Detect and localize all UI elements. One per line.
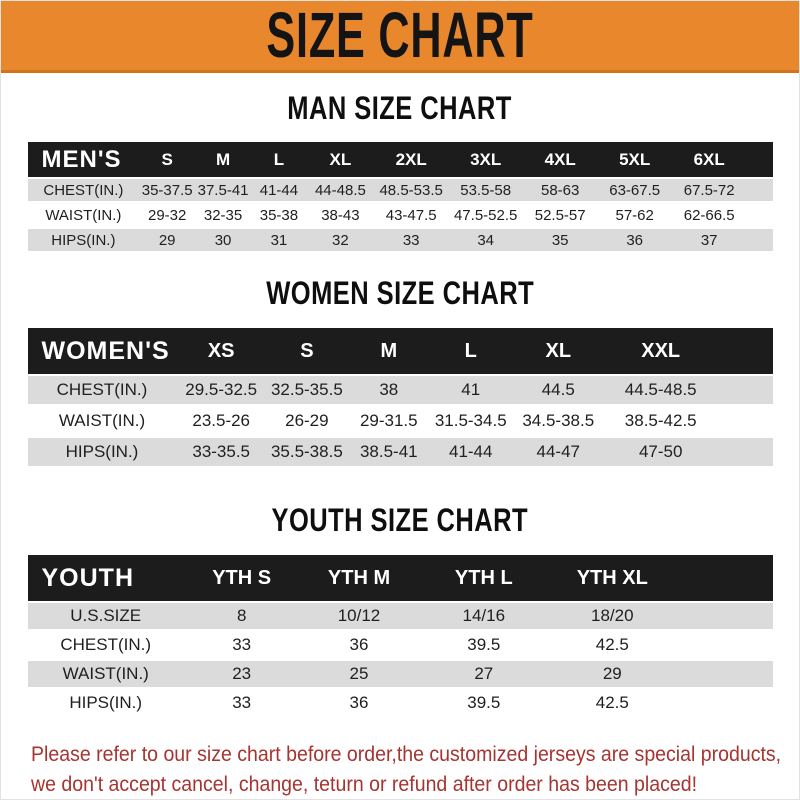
- value-cell: 33-35.5: [177, 437, 266, 468]
- row-label: WAIST(IN.): [28, 406, 177, 437]
- column-header: YTH L: [419, 555, 549, 602]
- value-cell: 30: [195, 228, 251, 253]
- value-cell: 39.5: [419, 689, 549, 718]
- value-cell: 53.5-58: [448, 178, 523, 203]
- value-cell: 23.5-26: [177, 406, 266, 437]
- spacer-cell: [717, 406, 773, 437]
- value-cell: 35: [523, 228, 598, 253]
- row-label: HIPS(IN.): [28, 689, 184, 718]
- sections: [1, 73, 799, 719]
- spacer-cell: [676, 660, 773, 689]
- spacer-cell: [746, 203, 772, 228]
- row-label: U.S.SIZE: [28, 602, 184, 631]
- section-title-man-size-chart: MAN SIZE CHART: [287, 91, 513, 127]
- header-spacer-cell: [717, 328, 773, 375]
- man-size-chart-table: [28, 142, 773, 254]
- value-cell: 34: [448, 228, 523, 253]
- row-label: WAIST(IN.): [28, 660, 184, 689]
- table-corner-label: WOMEN'S: [28, 328, 177, 375]
- value-cell: 8: [184, 602, 299, 631]
- value-cell: 38: [348, 375, 430, 406]
- row-label: HIPS(IN.): [28, 437, 177, 468]
- value-cell: 34.5-38.5: [512, 406, 605, 437]
- row-label: CHEST(IN.): [28, 178, 140, 203]
- value-cell: 29: [549, 660, 676, 689]
- value-cell: 36: [299, 631, 418, 660]
- value-cell: 44.5: [512, 375, 605, 406]
- table-row: [28, 437, 773, 468]
- value-cell: 44.5-48.5: [605, 375, 717, 406]
- column-header: XXL: [605, 328, 717, 375]
- value-cell: 38.5-41: [348, 437, 430, 468]
- table-row: [28, 203, 773, 228]
- value-cell: 44-48.5: [307, 178, 374, 203]
- table-row: [28, 602, 773, 631]
- value-cell: 41: [430, 375, 512, 406]
- row-label: CHEST(IN.): [28, 375, 177, 406]
- value-cell: 37: [672, 228, 747, 253]
- value-cell: 35-37.5: [139, 178, 195, 203]
- value-cell: 47.5-52.5: [448, 203, 523, 228]
- value-cell: 62-66.5: [672, 203, 747, 228]
- column-header: 4XL: [523, 142, 598, 178]
- value-cell: 14/16: [419, 602, 549, 631]
- header-spacer-cell: [746, 142, 772, 178]
- value-cell: 33: [374, 228, 449, 253]
- table-row: [28, 228, 773, 253]
- value-cell: 67.5-72: [672, 178, 747, 203]
- table-row: [28, 406, 773, 437]
- footer-notice: [31, 743, 799, 797]
- value-cell: 36: [299, 689, 418, 718]
- value-cell: 29-32: [139, 203, 195, 228]
- table-row: [28, 375, 773, 406]
- table-header-row: [28, 555, 773, 602]
- value-cell: 26-29: [266, 406, 348, 437]
- value-cell: 41-44: [430, 437, 512, 468]
- row-label: HIPS(IN.): [28, 228, 140, 253]
- column-header: YTH XL: [549, 555, 676, 602]
- section-man-size-chart: [1, 73, 799, 254]
- value-cell: 10/12: [299, 602, 418, 631]
- column-header: L: [430, 328, 512, 375]
- value-cell: 32-35: [195, 203, 251, 228]
- value-cell: 58-63: [523, 178, 598, 203]
- column-header: L: [251, 142, 307, 178]
- spacer-cell: [746, 178, 772, 203]
- value-cell: 35-38: [251, 203, 307, 228]
- table-row: [28, 660, 773, 689]
- banner-title: SIZE CHART: [266, 0, 534, 71]
- value-cell: 63-67.5: [597, 178, 672, 203]
- row-label: CHEST(IN.): [28, 631, 184, 660]
- value-cell: 42.5: [549, 689, 676, 718]
- value-cell: 52.5-57: [523, 203, 598, 228]
- spacer-cell: [676, 602, 773, 631]
- value-cell: 33: [184, 631, 299, 660]
- notice-line-1: Please refer to our size chart before order,the customized jerseys are special products,: [31, 743, 782, 766]
- value-cell: 29-31.5: [348, 406, 430, 437]
- column-header: M: [348, 328, 430, 375]
- value-cell: 35.5-38.5: [266, 437, 348, 468]
- banner: [1, 1, 799, 73]
- section-youth-size-chart: [1, 469, 799, 719]
- spacer-cell: [676, 631, 773, 660]
- value-cell: 37.5-41: [195, 178, 251, 203]
- value-cell: 36: [597, 228, 672, 253]
- value-cell: 29.5-32.5: [177, 375, 266, 406]
- section-women-size-chart: [1, 254, 799, 469]
- spacer-cell: [746, 228, 772, 253]
- column-header: 2XL: [374, 142, 449, 178]
- column-header: XS: [177, 328, 266, 375]
- column-header: 5XL: [597, 142, 672, 178]
- value-cell: 27: [419, 660, 549, 689]
- value-cell: 29: [139, 228, 195, 253]
- spacer-cell: [717, 437, 773, 468]
- value-cell: 57-62: [597, 203, 672, 228]
- value-cell: 31.5-34.5: [430, 406, 512, 437]
- value-cell: 31: [251, 228, 307, 253]
- spacer-cell: [717, 375, 773, 406]
- value-cell: 47-50: [605, 437, 717, 468]
- column-header: XL: [307, 142, 374, 178]
- row-label: WAIST(IN.): [28, 203, 140, 228]
- column-header: M: [195, 142, 251, 178]
- value-cell: 38.5-42.5: [605, 406, 717, 437]
- table-header-row: [28, 142, 773, 178]
- value-cell: 32: [307, 228, 374, 253]
- column-header: XL: [512, 328, 605, 375]
- header-spacer-cell: [676, 555, 773, 602]
- value-cell: 23: [184, 660, 299, 689]
- women-size-chart-table: [28, 328, 773, 469]
- value-cell: 25: [299, 660, 418, 689]
- section-title-women-size-chart: WOMEN SIZE CHART: [266, 276, 534, 312]
- table-corner-label: MEN'S: [28, 142, 140, 178]
- column-header: 3XL: [448, 142, 523, 178]
- value-cell: 33: [184, 689, 299, 718]
- youth-size-chart-table: [28, 555, 773, 719]
- column-header: YTH M: [299, 555, 418, 602]
- table-corner-label: YOUTH: [28, 555, 184, 602]
- column-header: YTH S: [184, 555, 299, 602]
- table-row: [28, 178, 773, 203]
- column-header: 6XL: [672, 142, 747, 178]
- notice-line-2: we don't accept cancel, change, teturn or refund after order has been placed!: [31, 773, 698, 796]
- value-cell: 41-44: [251, 178, 307, 203]
- column-header: S: [266, 328, 348, 375]
- value-cell: 38-43: [307, 203, 374, 228]
- value-cell: 39.5: [419, 631, 549, 660]
- spacer-cell: [676, 689, 773, 718]
- value-cell: 44-47: [512, 437, 605, 468]
- table-header-row: [28, 328, 773, 375]
- section-title-youth-size-chart: YOUTH SIZE CHART: [271, 503, 529, 539]
- value-cell: 42.5: [549, 631, 676, 660]
- value-cell: 43-47.5: [374, 203, 449, 228]
- value-cell: 32.5-35.5: [266, 375, 348, 406]
- value-cell: 18/20: [549, 602, 676, 631]
- column-header: S: [139, 142, 195, 178]
- value-cell: 48.5-53.5: [374, 178, 449, 203]
- table-row: [28, 689, 773, 718]
- table-row: [28, 631, 773, 660]
